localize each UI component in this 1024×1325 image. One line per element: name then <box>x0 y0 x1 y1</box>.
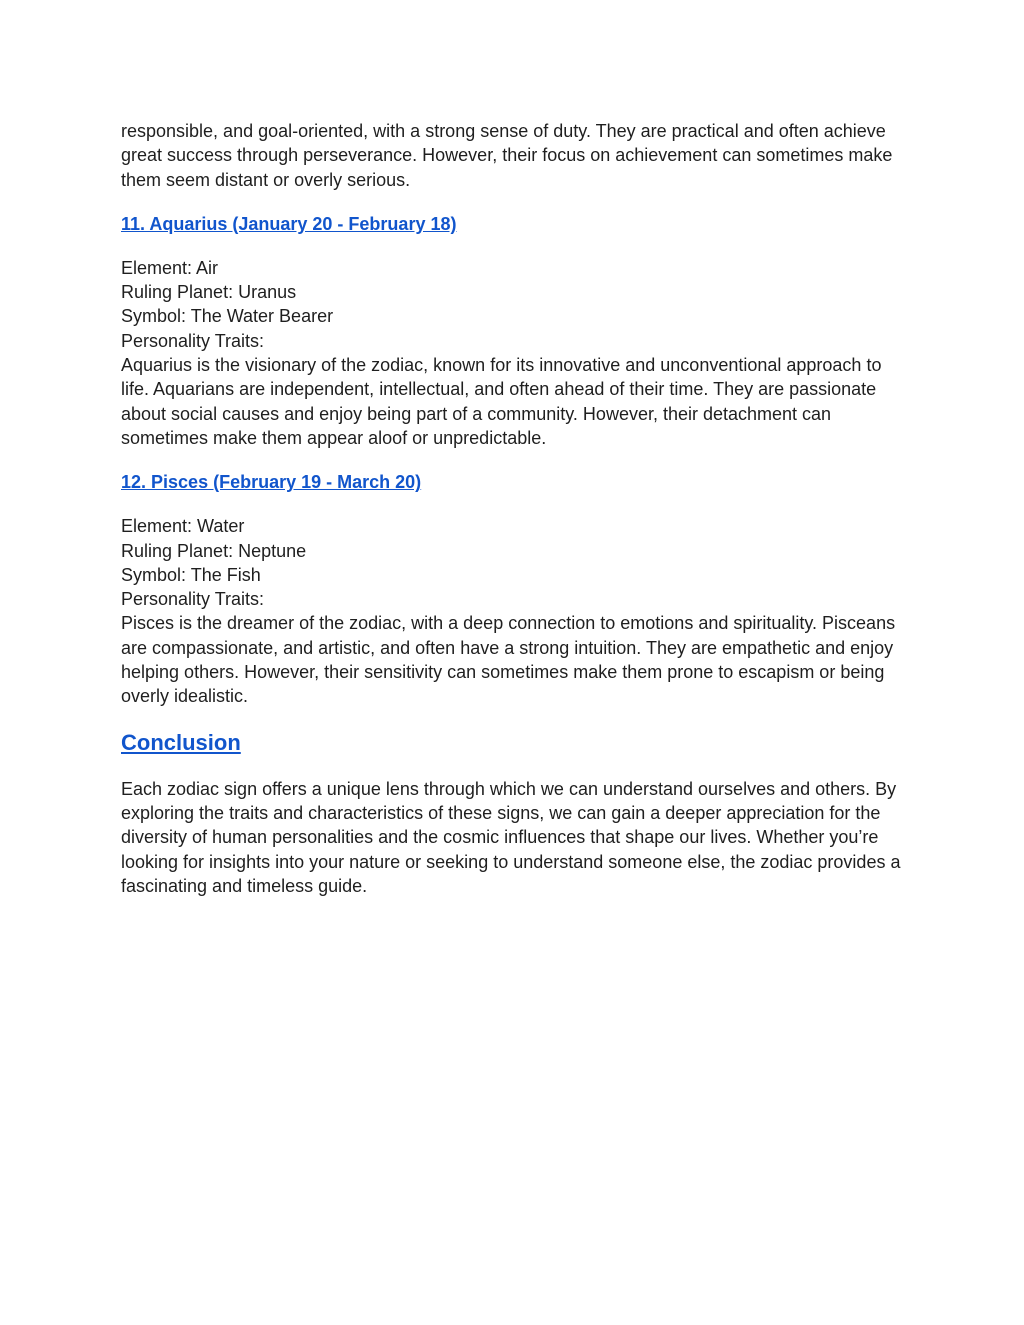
aquarius-traits-text: Aquarius is the visionary of the zodiac, known for its innovative and unconventional approach to life. Aquarians are independent, intellectual, and often ahead of their time. They are passionate about social causes and enjoy being part of a community. However, their detachment can sometimes make them appear aloof or unpredictable. <box>121 355 882 448</box>
aquarius-traits-label: Personality Traits: <box>121 330 265 351</box>
aquarius-heading-link[interactable]: 11. Aquarius (January 20 - February 18) <box>121 213 457 234</box>
aquarius-details <box>121 256 911 450</box>
pisces-traits-label: Personality Traits: <box>121 589 265 610</box>
conclusion-paragraph: Each zodiac sign offers a unique lens through which we can understand ourselves and others. By exploring the traits and characteristics of these signs, we can gain a deeper appreciation for the diversity of human personalities and the cosmic influences that shape our lives. Whether you’re looking for insights into your nature or seeking to understand someone else, the zodiac provides a fascinating and timeless guide. <box>121 778 901 896</box>
pisces-traits-text: Pisces is the dreamer of the zodiac, with a deep connection to emotions and spirituality. Pisceans are compassionate, and artistic, and often have a strong intuition. They are empathetic and enjoy helping others. However, their sensitivity can sometimes make them prone to escapism or being overly idealistic. <box>121 613 896 707</box>
pisces-heading-link[interactable]: 12. Pisces (February 19 - March 20) <box>121 472 422 493</box>
document-page <box>121 119 911 898</box>
pisces-symbol: Symbol: The Fish <box>121 564 261 585</box>
pisces-details <box>121 514 911 708</box>
aquarius-symbol: Symbol: The Water Bearer <box>121 306 334 327</box>
aquarius-ruling-planet: Ruling Planet: Uranus <box>121 282 297 303</box>
intro-paragraph: responsible, and goal-oriented, with a strong sense of duty. They are practical and often achieve great success through perseverance. However, their focus on achievement can sometimes make them seem distant or overly serious. <box>121 121 893 190</box>
aquarius-element: Element: Air <box>121 257 219 278</box>
conclusion-heading-link[interactable]: Conclusion <box>121 729 241 755</box>
pisces-ruling-planet: Ruling Planet: Neptune <box>121 540 307 561</box>
pisces-element: Element: Water <box>121 516 245 537</box>
